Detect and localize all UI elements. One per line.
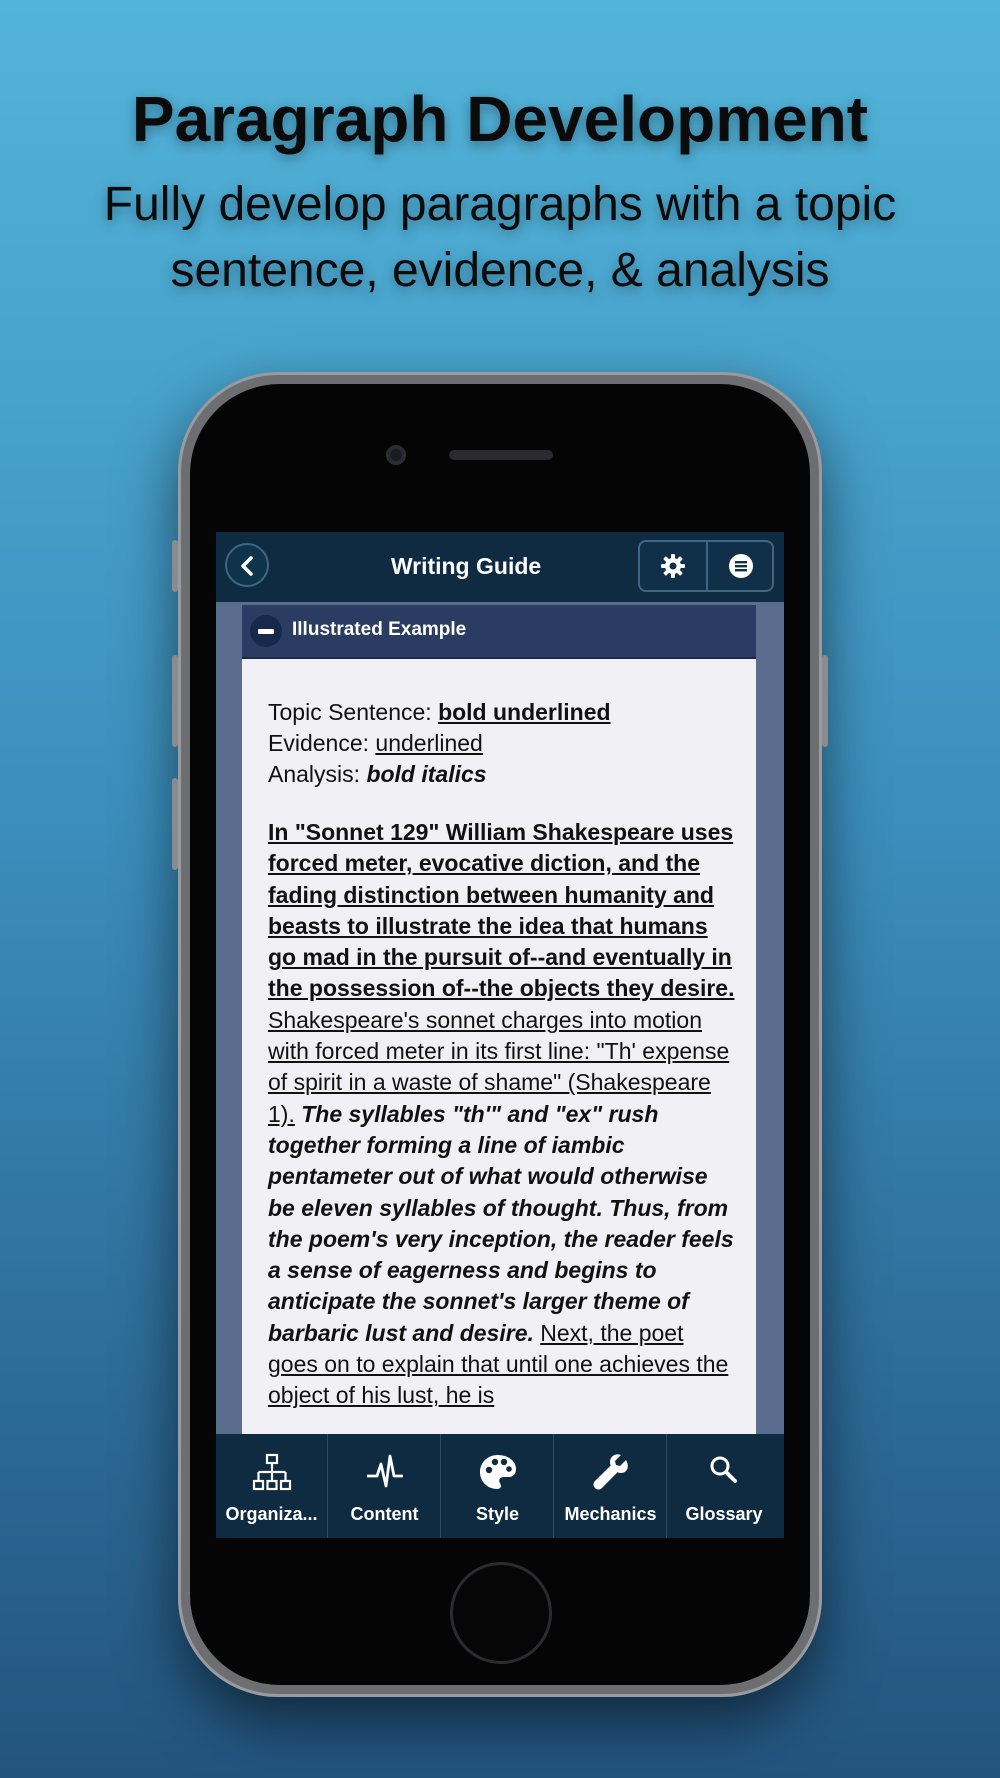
chevron-left-icon — [237, 555, 259, 577]
evidence-text: Shakespeare's sonnet charges into motion with forced meter in its first line: "Th' expense of spirit in a waste of shame" (Shakespeare 1). — [268, 1006, 730, 1127]
evidence-text-2: Next, the poet goes on to explain that until one achieves the object of his lust, he is — [268, 1319, 729, 1409]
legend-evidence-style: underlined — [375, 730, 483, 756]
tab-content[interactable] — [329, 1434, 441, 1538]
app-title: Writing Guide — [390, 553, 542, 579]
palette-icon — [478, 1452, 518, 1492]
legend-topic-style: bold underlined — [438, 699, 611, 725]
menu-button[interactable] — [708, 542, 772, 590]
promo-title: Paragraph Development — [131, 83, 869, 155]
tab-glossary[interactable] — [668, 1434, 780, 1538]
tab-label: Mechanics — [564, 1504, 657, 1524]
org-chart-icon — [252, 1452, 292, 1492]
search-icon — [704, 1452, 744, 1492]
app-header — [216, 532, 784, 602]
hamburger-menu-icon — [728, 553, 754, 579]
front-camera — [386, 445, 406, 465]
legend-topic-label: Topic Sentence: — [268, 699, 439, 725]
volume-up-button — [172, 655, 178, 747]
volume-down-button — [172, 778, 178, 870]
minus-icon[interactable] — [250, 615, 282, 647]
earpiece-speaker — [449, 450, 553, 460]
tab-label: Organiza... — [225, 1504, 318, 1524]
app-screen — [216, 532, 784, 1538]
legend-analysis-label: Analysis: — [268, 761, 367, 787]
style-legend — [268, 697, 738, 790]
legend-analysis-style: bold italics — [366, 761, 487, 787]
section-header[interactable] — [242, 605, 756, 659]
power-button — [822, 655, 828, 747]
pulse-icon — [365, 1452, 405, 1492]
settings-button[interactable] — [640, 542, 706, 590]
bottom-tab-bar — [216, 1434, 784, 1538]
analysis-text: The syllables "th'" and "ex" rush together forming a line of iambic pentameter out of what would otherwise be eleven syllables of thought. Thus, from the poem's very inception, the reader feels a sense of eagerness and begins to anticipate the sonnet's larger theme of barbaric lust and desire. — [268, 1100, 734, 1346]
legend-evidence-label: Evidence: — [268, 730, 376, 756]
tab-label: Content — [350, 1504, 419, 1524]
section-title: Illustrated Example — [292, 619, 467, 640]
tab-style[interactable] — [442, 1434, 554, 1538]
example-paragraph — [268, 817, 738, 1412]
topic-sentence: In "Sonnet 129" William Shakespeare uses forced meter, evocative diction, and the fading distinction between humanity and beasts to illustrate the idea that humans go mad in the pursuit of--and eventually in the possession of--the objects they desire. — [268, 819, 735, 1002]
tab-mechanics[interactable] — [555, 1434, 667, 1538]
mute-switch — [172, 540, 178, 592]
tab-organization[interactable] — [216, 1434, 328, 1538]
gear-icon — [660, 553, 686, 579]
tab-label: Glossary — [685, 1504, 763, 1524]
header-action-group — [638, 540, 774, 592]
promo-subtitle: Fully develop paragraphs with a topic sentence, evidence, & analysis — [103, 178, 897, 297]
home-button[interactable] — [450, 1562, 552, 1664]
content-card — [242, 659, 756, 1479]
wrench-icon — [591, 1452, 631, 1492]
back-button[interactable] — [225, 543, 269, 587]
tab-label: Style — [475, 1504, 520, 1524]
